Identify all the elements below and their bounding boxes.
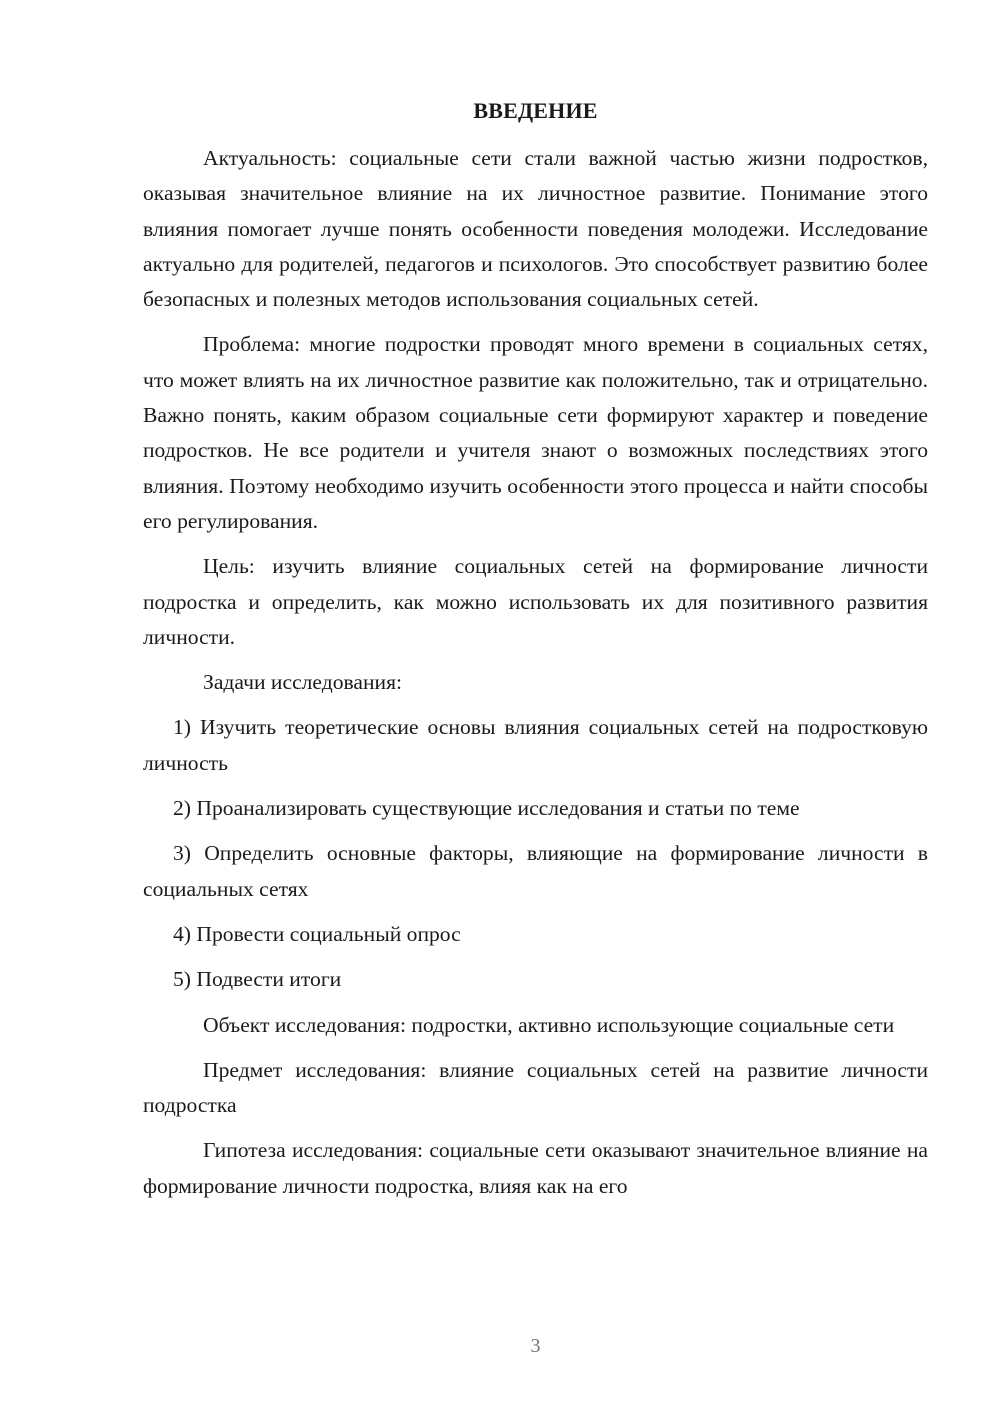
paragraph-subject: Предмет исследования: влияние социальных сетей на развитие личности подростка (143, 1057, 928, 1118)
task-item: 3) Определить основные факторы, влияющие на формирование личности в социальных сетях (143, 841, 928, 901)
page-number: 3 (530, 1335, 541, 1357)
document-page (143, 0, 928, 1414)
paragraph-hypothesis: Гипотеза исследования: социальные сети оказывают значительное влияние на формирование личности подростка, влияя как на его (143, 1138, 928, 1198)
document-body (143, 141, 928, 1214)
task-item: 1) Изучить теоретические основы влияния социальных сетей на подростковую личность (143, 715, 928, 775)
task-item: 4) Провести социальный опрос (173, 921, 461, 946)
paragraph-tasks-heading: Задачи исследования: (203, 670, 403, 695)
paragraph-object: Объект исследования: подростки, активно использующие социальные сети (203, 1012, 895, 1037)
paragraph-relevance: Актуальность: социальные сети стали важной частью жизни подростков, оказывая значительное влияние на их личностное развитие. Понимание этого влияния помогает лучше понять особенности поведения молодежи. Исследование актуально для родителей, педагогов и психологов. Это способствует развитию более безопасных и полезных методов использования социальных сетей. (143, 146, 928, 312)
paragraph-goal: Цель: изучить влияние социальных сетей на формирование личности подростка и определить, как можно использовать их для позитивного развития личности. (143, 554, 928, 649)
page-title: ВВЕДЕНИЕ (473, 98, 598, 123)
paragraph-problem: Проблема: многие подростки проводят много времени в социальных сетях, что может влиять на их личностное развитие как положительно, так и отрицательно. Важно понять, каким образом социальные сети формируют характер и поведение подростков. Не все родители и учителя знают о возможных последствиях этого влияния. Поэтому необходимо изучить особенности этого процесса и найти способы его регулирования. (143, 332, 928, 533)
task-item: 5) Подвести итоги (173, 967, 342, 992)
task-item: 2) Проанализировать существующие исследования и статьи по теме (173, 796, 800, 821)
